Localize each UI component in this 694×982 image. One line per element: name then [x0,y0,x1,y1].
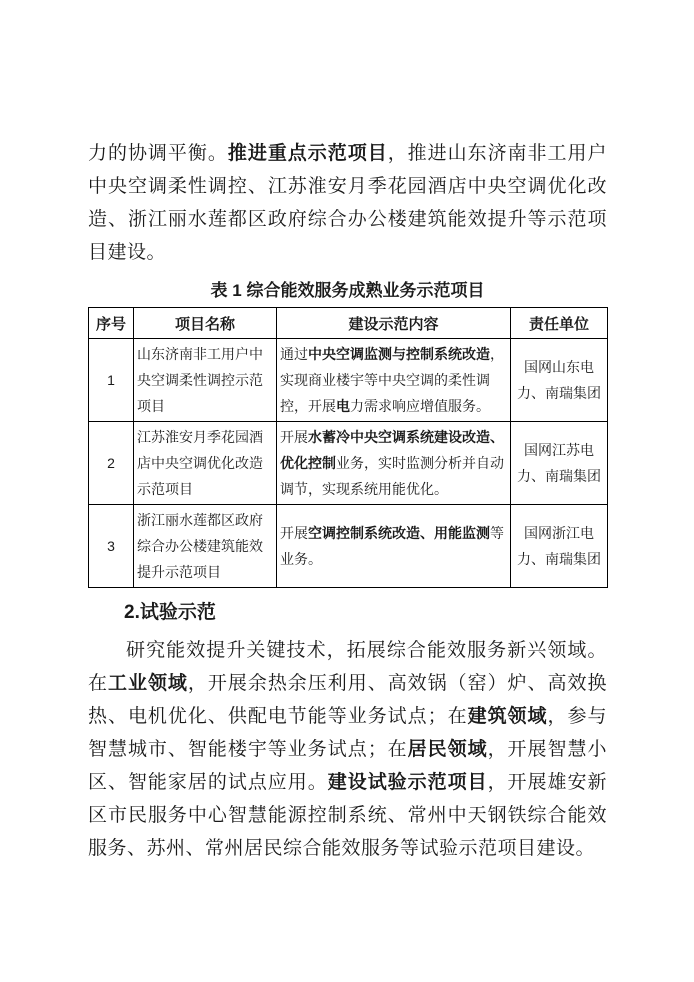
paragraph-run: ，开展雄安新区市民服务中心智慧能源控制系统、常州中天钢铁综合能效服务、苏州、常州居民综合能效服务等试验示范项目建设。 [88,772,607,859]
section-heading: 2.试验示范 [124,602,216,623]
cell-run: 开展 [280,525,308,541]
cell-content [277,505,511,588]
cell-run: 业务，实时监测分析并自动调节，实现系统用能优化。 [280,455,504,497]
cell-run-bold: 空调控制系统改造、用能监测 [308,525,490,541]
cell-index: 1 [89,339,134,422]
paragraph-run: 研究能效提升关键技术，拓展综合能效服务新兴领域。在 [88,640,607,694]
table-row [89,339,608,422]
cell-index: 3 [89,505,134,588]
cell-project-name: 浙江丽水莲都区政府综合办公楼建筑能效提升示范项目 [134,505,277,588]
paragraph-run-bold: 建设试验示范项目 [327,772,488,793]
cell-responsible-unit: 国网江苏电力、南瑞集团 [511,422,608,505]
table-row [89,505,608,588]
cell-run: ，实现商业楼宇等中央空调的柔性调控，开展 [280,346,504,414]
header-cell-index: 序号 [89,308,134,339]
cell-content [277,339,511,422]
paragraph-run-bold: 居民领域 [407,739,488,760]
table-title: 表 1 综合能效服务成熟业务示范项目 [210,281,485,300]
table-header-row [89,308,608,339]
cell-run: 力需求响应增值服务。 [350,398,490,414]
cell-index: 2 [89,422,134,505]
cell-project-name: 山东济南非工用户中央空调柔性调控示范项目 [134,339,277,422]
cell-run: 通过 [280,346,308,362]
cell-run: 开展 [280,429,308,445]
page-content [88,137,607,865]
paragraph-run: ，开展智慧小区、智能家居的试点应用。 [88,739,607,793]
paragraph-run: ，推进山东济南非工用户中央空调柔性调控、江苏淮安月季花园酒店中央空调优化改造、浙江丽水莲都区政府综合办公楼建筑能效提升等示范项目建设。 [88,143,607,263]
demo-projects-table [88,307,608,588]
cell-run-bold: 水蓄冷中央空调系统建设改造、优化控制 [280,429,504,471]
header-cell-unit: 责任单位 [511,308,608,339]
trial-paragraph [88,634,607,865]
paragraph-run-bold: 建筑领域 [467,706,548,727]
cell-project-name: 江苏淮安月季花园酒店中央空调优化改造示范项目 [134,422,277,505]
paragraph-run-bold: 工业领域 [107,673,188,694]
cell-responsible-unit: 国网浙江电力、南瑞集团 [511,505,608,588]
cell-run: 等业务。 [280,525,504,567]
continuation-paragraph [88,137,607,269]
table-row [89,422,608,505]
cell-run-bold: 电 [336,398,350,414]
paragraph-run: ，开展余热余压利用、高效锅（窑）炉、高效换热、电机优化、供配电节能等业务试点；在 [88,673,607,727]
cell-run-bold: 中央空调监测与控制系统改造 [308,346,490,362]
paragraph-run: 力的协调平衡。 [88,143,228,164]
header-cell-name: 项目名称 [134,308,277,339]
cell-content [277,422,511,505]
paragraph-run-bold: 推进重点示范项目 [227,143,388,164]
cell-responsible-unit: 国网山东电力、南瑞集团 [511,339,608,422]
header-cell-content: 建设示范内容 [277,308,511,339]
paragraph-run: ，参与智慧城市、智能楼宇等业务试点；在 [88,706,607,760]
